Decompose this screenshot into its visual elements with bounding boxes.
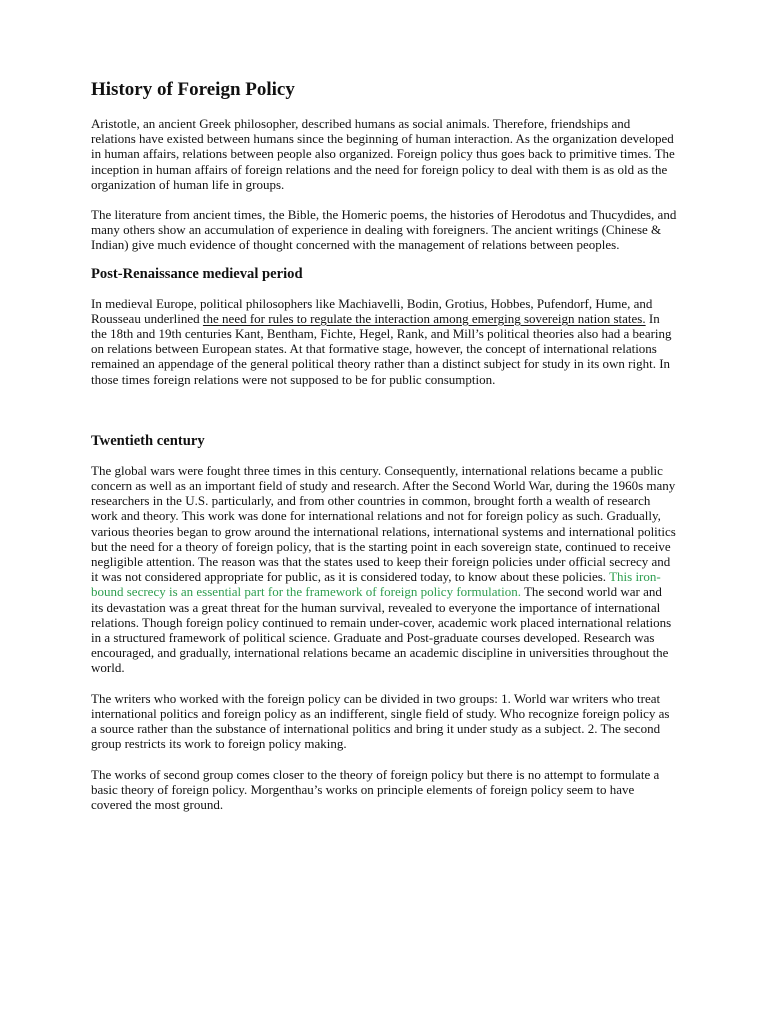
twentieth-century-paragraph-1 <box>91 463 677 676</box>
document-title: History of Foreign Policy <box>91 79 295 100</box>
section-heading-twentieth-century: Twentieth century <box>91 432 205 449</box>
paragraph-text: The global wars were fought three times in this century. Consequently, international relations became a public concern as well as an important field of study and research. After the Second World War, during the 1960s many researchers in the U.S. particularly, and from other countries in common, brought forth a wealth of research work and theory. This work was done for international relations and not for foreign policy as such. Gradually, various theories began to grow around the international relations, international systems and international politics but the need for a theory of foreign policy, that is the starting point in each sovereign state, continued to receive negligible attention. The reason was that the states used to keep their foreign policies under official secrecy and it was not considered appropriate for public, as it is considered today, to know about these policies. <box>91 462 676 585</box>
section-heading-post-renaissance: Post-Renaissance medieval period <box>91 265 303 282</box>
highlighted-green-text: This iron-bound secrecy is an essential part for the framework of foreign policy formulation. <box>91 569 661 600</box>
paragraph-text: The second world war and its devastation was a great threat for the human survival, revealed to everyone the importance of international relations. Though foreign policy continued to remain under-cover, academic work placed international relations in a structured framework of political science. Graduate and Post-graduate courses developed. Research was encouraged, and gradually, international relations became an academic discipline in universities throughout the world. <box>91 584 672 676</box>
intro-paragraph-2: The literature from ancient times, the Bible, the Homeric poems, the histories of Herodotus and Thucydides, and many others show an accumulation of experience in dealing with foreigners. The ancient writings (Chinese & Indian) give much evidence of thought concerned with the management of relations between peoples. <box>91 207 677 253</box>
intro-paragraph-1: Aristotle, an ancient Greek philosopher, described humans as social animals. Therefore, friendships and relations have existed between humans since the beginning of human interaction. As the organization developed in human affairs, relations between people also organized. Foreign policy thus goes back to primitive times. The inception in human affairs of foreign relations and the need for foreign policy to deal with them is as old as the organization of human life in groups. <box>91 116 675 192</box>
paragraph-text: In the 18th and 19th centuries Kant, Bentham, Fichte, Hegel, Rank, and Mill’s political theories also had a bearing on relations between European states. At that formative stage, however, the concept of international relations remained an appendage of the general political theory rather than a distinct subject for study in its own right. In those times foreign relations were not supposed to be for public consumption. <box>91 310 672 387</box>
twentieth-century-paragraph-2: The writers who worked with the foreign policy can be divided in two groups: 1. World war writers who treat international politics and foreign policy as an indifferent, single field of study. Who recognize foreign policy as a source rather than the substance of international politics and bring it under study as a subject. 2. The second group restricts its work to foreign policy making. <box>91 690 670 752</box>
paragraph-text: In medieval Europe, political philosophers like Machiavelli, Bodin, Grotius, Hobbes, Pufendorf, Hume, and Rousseau underlined <box>91 295 653 326</box>
post-renaissance-paragraph <box>91 296 677 387</box>
twentieth-century-paragraph-3: The works of second group comes closer to the theory of foreign policy but there is no attempt to formulate a basic theory of foreign policy. Morgenthau’s works on principle elements of foreign policy seem to have covered the most ground. <box>91 766 660 812</box>
underlined-text: the need for rules to regulate the interaction among emerging sovereign nation states. <box>202 310 646 326</box>
document-body <box>91 78 677 812</box>
